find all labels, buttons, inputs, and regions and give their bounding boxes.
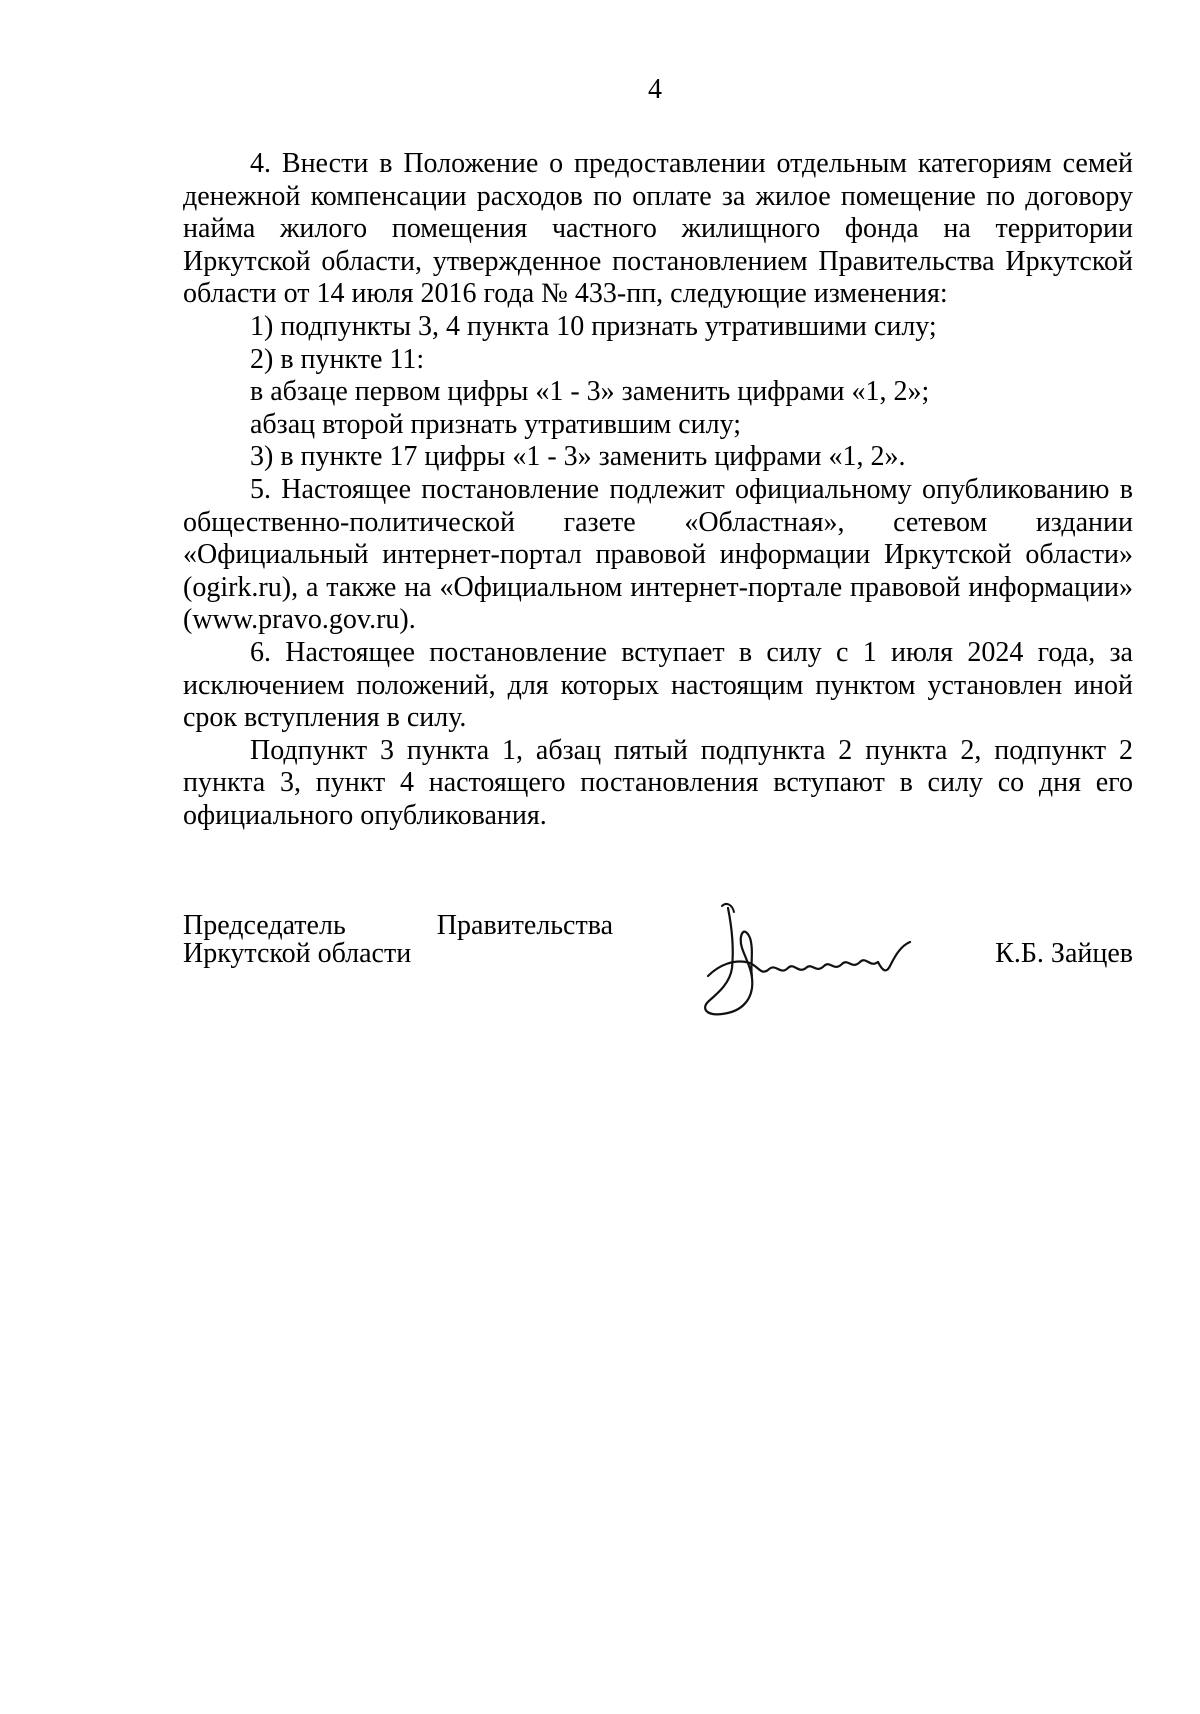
page-number: 4 [648,74,662,105]
handwritten-signature [688,898,918,1018]
signatory-title [183,912,613,968]
subitem-4-2-b: абзац второй признать утратившим силу; [250,408,742,440]
signatory-title-word1: Председатель [183,910,346,941]
signature-block [183,912,1133,1032]
signatory-title-word2: Правительства [436,910,613,941]
subitem-4-2: 2) в пункте 11: [250,343,425,375]
subitem-4-2-a: в абзаце первом цифры «1 - 3» заменить цифрами «1, 2»; [250,376,930,408]
subitem-4-3: 3) в пункте 17 цифры «1 - 3» заменить цифрами «1, 2». [250,441,906,473]
signatory-name: К.Б. Зайцев [995,938,1133,969]
paragraph-item-6: 6. Настоящее постановление вступает в силу с 1 июля 2024 года, за исключением положений, для которых настоящим пунктом установлен иной срок вступления в силу. [183,636,1133,734]
paragraph-item-4: 4. Внести в Положение о предоставлении отдельным категориям семей денежной компенсации расходов по оплате за жилое помещение по договору найма жилого помещения частного жилищного фонда на территории Иркутской области, утвержденное постановлением Правительства Иркутской области от 14 июля 2016 года № 433-пп, следующие изменения: [183,148,1133,310]
signatory-title-line2: Иркутской области [183,938,412,969]
paragraph-item-5: 5. Настоящее постановление подлежит официальному опубликованию в общественно-политической газете «Областная», сетевом издании «Официальный интернет-портал правовой информации Иркутской области» (ogirk.ru), а также на «Официальном интернет-портале правовой информации» (www.pravo.gov.ru). [183,473,1133,636]
paragraph-item-6-continuation: Подпункт 3 пункта 1, абзац пятый подпункта 2 пункта 2, подпункт 2 пункта 3, пункт 4 настоящего постановления вступают в силу со дня его официального опубликования. [183,734,1133,831]
document-body [183,148,1133,832]
subitem-4-1: 1) подпункты 3, 4 пункта 10 признать утратившими силу; [250,310,937,342]
